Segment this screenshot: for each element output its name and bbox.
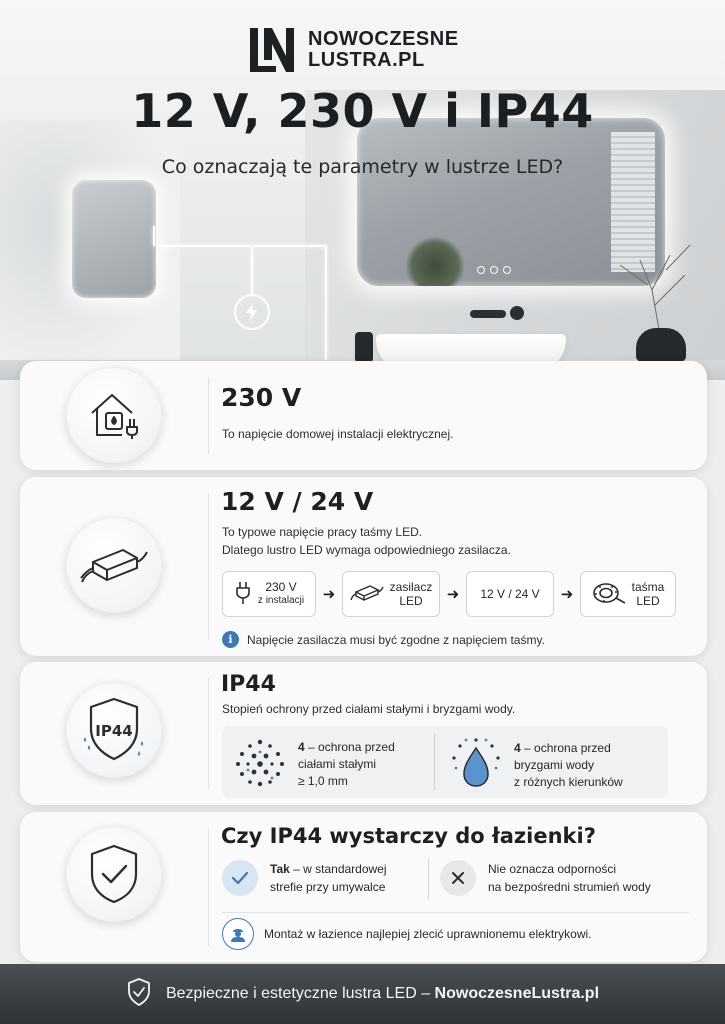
soap-dispenser [355,332,373,362]
card-230v-title: 230 V [221,383,302,412]
chain-step-12v-24v [466,571,554,617]
card-12v-title: 12 V / 24 V [221,487,374,516]
chain-step-led-strip-l1: taśma [631,580,665,594]
page-title: 12 V, 230 V i IP44 [131,84,594,138]
card-ip44-title: IP44 [221,672,276,697]
ip44-details-panel [222,726,668,798]
answer-yes-l2: strefie przy umywalce [270,880,386,894]
chain-step-power-supply-l1: zasilacz [389,580,433,594]
wire-vertical-left [251,246,253,294]
card-bathroom-icon-area [20,812,208,962]
close-icon [440,860,476,896]
answer-yes-l1: – w standardowej [289,862,387,876]
answer-no-text [488,860,651,896]
small-led-mirror [72,180,156,298]
footer-shield-icon [126,977,152,1012]
power-supply-icon [66,517,162,613]
chain-arrow: ➜ [446,585,460,603]
chain-step-power-supply-l2: LED [399,594,423,608]
ip44-water-l3: z różnych kierunków [514,774,623,789]
ip44-solid-l1: – ochrona przed [304,739,395,754]
footer [0,964,725,1024]
card-12v-text-1: To typowe napięcie pracy taśmy LED. [222,525,423,539]
ip44-solid-l2: ciałami stałymi [298,756,377,771]
ip44-solid-num: 4 [298,739,305,754]
answer-yes-text [270,860,387,896]
house-plug-icon [66,367,162,463]
ip44-water-l1: – ochrona przed [520,740,611,755]
brand-name [308,29,459,71]
faucet-knob [510,306,524,320]
touch-buttons [477,266,511,274]
ip44-solid-l3: ≥ 1,0 mm [298,773,348,788]
branches-decoration [600,230,710,340]
answer-divider [428,858,429,900]
brand-logo[interactable] [246,24,459,76]
brand-line1: NOWOCZESNE [308,28,459,50]
ip44-water-l2: bryzgami wody [514,757,595,772]
card-12v-icon-area [20,477,208,656]
wire-vertical-right [325,245,327,360]
card-230v-icon-area [20,361,208,470]
info-note-text: Napięcie zasilacza musi być zgodne z napięciem taśmy. [247,632,545,647]
chain-step-led-strip-l2: LED [636,594,660,608]
ip44-solid-text [298,739,395,790]
wire-left-stub [153,226,155,246]
card-bathroom-title: Czy IP44 wystarczy do łazienki? [221,824,596,848]
chain-step-230v-sub: z instalacji [257,595,305,606]
shield-check-icon [66,826,162,922]
answer-no-l1: Nie oznacza odporności [488,862,617,876]
logo-icon [246,24,298,76]
info-note [222,631,545,648]
footer-text [166,985,599,1003]
water-drop-icon [450,736,502,794]
card-ip44-text: Stopień ochrony przed ciałami stałymi i bryzgami wody. [222,702,516,716]
chain-arrow: ➜ [560,585,574,603]
chain-step-12v-24v-label: 12 V / 24 V [480,587,540,601]
chain-arrow: ➜ [322,585,336,603]
install-note-text: Montaż w łazience najlepiej zlecić uprawnionemu elektrykowi. [264,927,592,941]
faucet [470,310,506,318]
card-divider [208,493,209,640]
chain-step-led-strip [580,571,676,617]
answer-no-l2: na bezpośredni strumień wody [488,880,651,894]
ip44-water-text [514,740,623,791]
card-ip44-icon-area [20,662,208,805]
card-divider [208,377,209,454]
card-divider [208,828,209,946]
ip44-water-protection [450,736,623,794]
card-divider [208,678,209,789]
card-ip44 [20,662,707,805]
card-bathroom [20,812,707,962]
card-bathroom-hr [222,912,689,913]
ip44-water-num: 4 [514,740,521,755]
check-icon [222,860,258,896]
card-12v-24v [20,477,707,656]
answer-yes-bold: Tak [270,862,290,876]
card-230v [20,361,707,470]
ip44-panel-divider [434,734,435,790]
hero-section [0,0,725,380]
install-note [222,918,592,950]
plant-reflection [405,236,465,286]
chain-step-power-supply [342,571,440,617]
footer-brand-link[interactable]: NowoczesneLustra.pl [434,985,600,1002]
card-230v-text: To napięcie domowej instalacji elektrycznej. [222,427,454,441]
vase [636,328,686,362]
card-12v-text-2: Dlatego lustro LED wymaga odpowiedniego zasilacza. [222,543,511,557]
power-chain [222,571,676,617]
chain-step-230v [222,571,316,617]
led-strip-icon [592,581,626,608]
footer-tagline: Bezpieczne i estetyczne lustra LED – [165,985,435,1002]
lightning-icon [234,294,270,330]
ip44-solid-protection [234,736,395,792]
power-supply-small-icon [350,582,384,607]
answer-no [440,860,651,896]
dust-icon [234,736,286,792]
wire-horizontal [156,245,326,247]
shield-badge-text: IP44 [95,722,133,740]
brand-line2: LUSTRA.PL [308,49,425,71]
plug-icon [234,581,252,608]
page-subtitle: Co oznaczają te parametry w lustrze LED? [161,156,564,178]
chain-step-230v-value: 230 V [265,580,297,594]
answer-yes [222,860,387,896]
info-icon: i [222,631,239,648]
shield-ip44-icon [66,682,162,778]
electrician-icon [222,918,254,950]
